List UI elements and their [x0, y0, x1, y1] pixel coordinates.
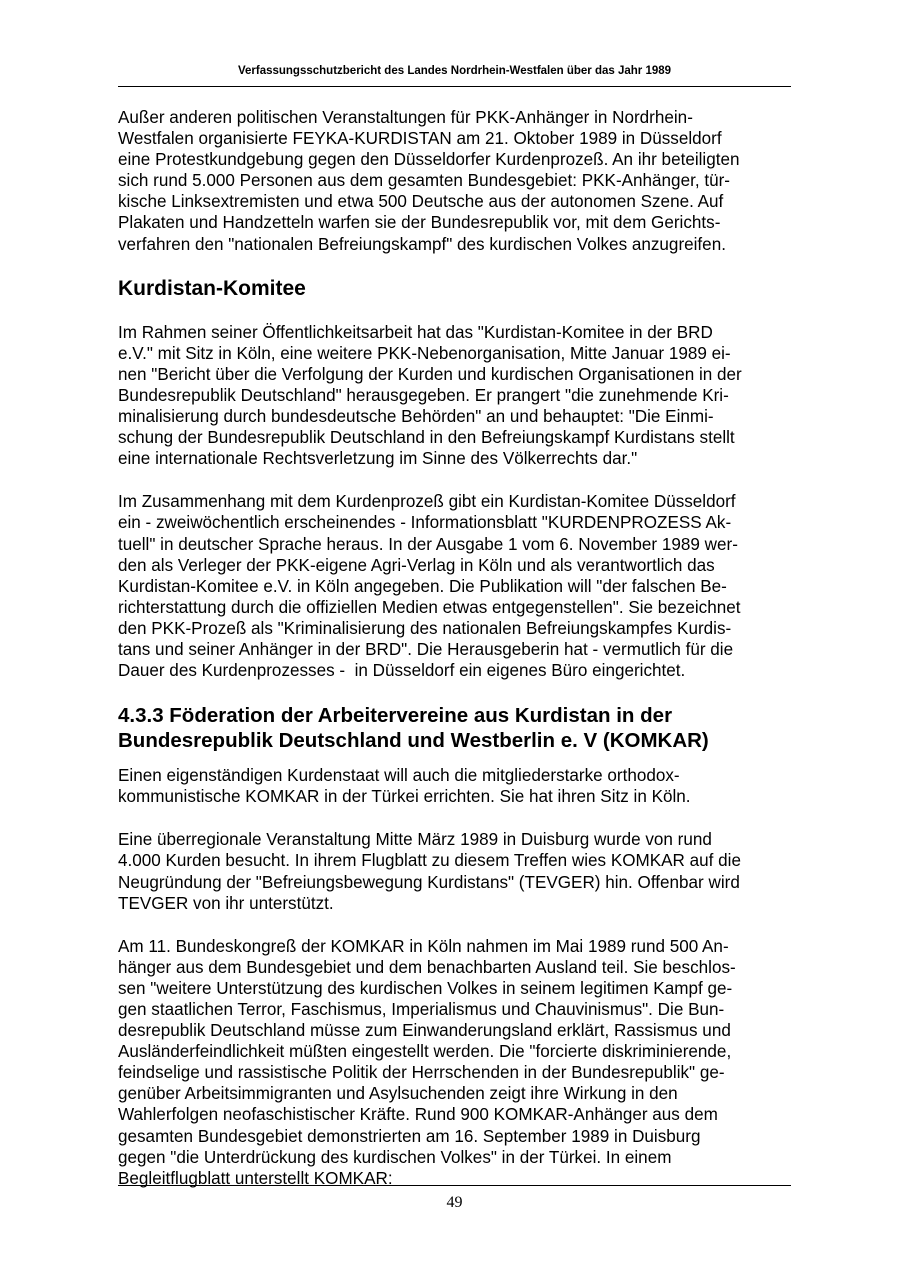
text-line: Wahlerfolgen neofaschistischer Kräfte. Rund 900 KOMKAR-Anhänger aus dem — [118, 1105, 718, 1125]
komitee-paragraph-1 — [118, 322, 791, 470]
text-line: gesamten Bundesgebiet demonstrierten am 16. September 1989 in Duisburg — [118, 1126, 701, 1146]
subsection-heading-komkar — [118, 703, 791, 753]
text-line: tans und seiner Anhänger in der BRD". Die Herausgeberin hat - vermutlich für die — [118, 639, 734, 659]
text-line: den PKK-Prozeß als "Kriminalisierung des nationalen Befreiungskampfes Kurdis- — [118, 618, 732, 638]
text-line: Plakaten und Handzetteln warfen sie der Bundesrepublik vor, mit dem Gerichts- — [118, 213, 721, 233]
text-line: eine internationale Rechtsverletzung im Sinne des Völkerrechts dar." — [118, 449, 638, 469]
text-line: Westfalen organisierte FEYKA-KURDISTAN am 21. Oktober 1989 in Düsseldorf — [118, 129, 722, 149]
text-line: genüber Arbeitsimmigranten und Asylsuchenden zeigt ihre Wirkung in den — [118, 1084, 678, 1104]
intro-paragraph — [118, 107, 791, 255]
komitee-paragraph-2 — [118, 491, 791, 681]
text-line: tuell" in deutscher Sprache heraus. In der Ausgabe 1 vom 6. November 1989 wer- — [118, 534, 738, 554]
page-content — [118, 107, 791, 1211]
text-line: desrepublik Deutschland müsse zum Einwanderungsland erklärt, Rassismus und — [118, 1021, 731, 1041]
text-line: den als Verleger der PKK-eigene Agri-Verlag in Köln und als verantwortlich das — [118, 555, 715, 575]
text-line: e.V." mit Sitz in Köln, eine weitere PKK-Nebenorganisation, Mitte Januar 1989 ei- — [118, 343, 731, 363]
text-line: verfahren den "nationalen Befreiungskampf" des kurdischen Volkes anzugreifen. — [118, 234, 726, 254]
text-line: Außer anderen politischen Veranstaltungen für PKK-Anhänger in Nordrhein- — [118, 108, 693, 127]
text-line: sen "weitere Unterstützung des kurdischen Volkes in seinem legitimen Kampf ge- — [118, 978, 733, 998]
text-line: ein - zweiwöchentlich erscheinendes - Informationsblatt "KURDENPROZESS Ak- — [118, 513, 732, 533]
text-line: eine Protestkundgebung gegen den Düsseldorfer Kurdenprozeß. An ihr beteiligten — [118, 150, 740, 170]
text-line: minalisierung durch bundesdeutsche Behörden" an und behauptet: "Die Einmi- — [118, 407, 714, 427]
text-line: Ausländerfeindlichkeit müßten eingestellt werden. Die "forcierte diskriminierende, — [118, 1042, 732, 1062]
text-line: gen staatlichen Terror, Faschismus, Imperialismus und Chauvinismus". Die Bun- — [118, 1000, 725, 1019]
running-header: Verfassungsschutzbericht des Landes Nordrhein-Westfalen über das Jahr 1989 — [237, 65, 672, 77]
komkar-paragraph-2 — [118, 829, 791, 913]
text-line: kommunistische KOMKAR in der Türkei errichten. Sie hat ihren Sitz in Köln. — [118, 787, 691, 807]
komkar-paragraph-1 — [118, 765, 791, 807]
text-line: kische Linksextremisten und etwa 500 Deutsche aus der autonomen Szene. Auf — [118, 192, 724, 212]
page-number: 49 — [446, 1194, 463, 1211]
text-line: 4.000 Kurden besucht. In ihrem Flugblatt zu diesem Treffen wies KOMKAR auf die — [118, 851, 741, 871]
heading-line: 4.3.3 Föderation der Arbeitervereine aus Kurdistan in der — [118, 704, 673, 728]
text-line: Neugründung der "Befreiungsbewegung Kurdistans" (TEVGER) hin. Offenbar wird — [118, 872, 740, 892]
text-line: hänger aus dem Bundesgebiet und dem benachbarten Ausland teil. Sie beschlos- — [118, 957, 736, 977]
text-line: Am 11. Bundeskongreß der KOMKAR in Köln nahmen im Mai 1989 rund 500 An- — [118, 936, 729, 956]
heading-line: Bundesrepublik Deutschland und Westberlin e. V (KOMKAR) — [118, 729, 709, 753]
text-line: feindselige und rassistische Politik der Herrschenden in der Bundesrepublik" ge- — [118, 1063, 725, 1083]
text-line: Eine überregionale Veranstaltung Mitte März 1989 in Duisburg wurde von rund — [118, 830, 712, 850]
text-line: schung der Bundesrepublik Deutschland in den Befreiungskampf Kurdistans stellt — [118, 428, 735, 448]
text-line: TEVGER von ihr unterstützt. — [118, 893, 334, 913]
text-line: Kurdistan-Komitee e.V. in Köln angegeben. Die Publikation will "der falschen Be- — [118, 576, 727, 596]
komkar-paragraph-3 — [118, 936, 791, 1189]
text-line: sich rund 5.000 Personen aus dem gesamten Bundesgebiet: PKK-Anhänger, tür- — [118, 171, 730, 191]
footer-rule — [118, 1185, 791, 1186]
text-line: Im Rahmen seiner Öffentlichkeitsarbeit hat das "Kurdistan-Komitee in der BRD — [118, 322, 713, 342]
text-line: gegen "die Unterdrückung des kurdischen Volkes" in der Türkei. In einem — [118, 1147, 672, 1167]
text-line: richterstattung durch die offiziellen Medien etwas entgegenstellen". Sie bezeichnet — [118, 597, 741, 617]
text-line: Bundesrepublik Deutschland" herausgegeben. Er prangert "die zunehmende Kri- — [118, 385, 729, 405]
text-line: Im Zusammenhang mit dem Kurdenprozeß gibt ein Kurdistan-Komitee Düsseldorf — [118, 492, 736, 512]
header-rule — [118, 86, 791, 87]
section-heading-kurdistan-komitee: Kurdistan-Komitee — [118, 276, 306, 300]
text-line: nen "Bericht über die Verfolgung der Kurden und kurdischen Organisationen in der — [118, 364, 742, 384]
text-line: Einen eigenständigen Kurdenstaat will auch die mitgliederstarke orthodox- — [118, 766, 680, 786]
text-line: Dauer des Kurdenprozesses - in Düsseldorf ein eigenes Büro eingerichtet. — [118, 661, 686, 681]
text-line: Begleitflugblatt unterstellt KOMKAR: — [118, 1168, 393, 1188]
